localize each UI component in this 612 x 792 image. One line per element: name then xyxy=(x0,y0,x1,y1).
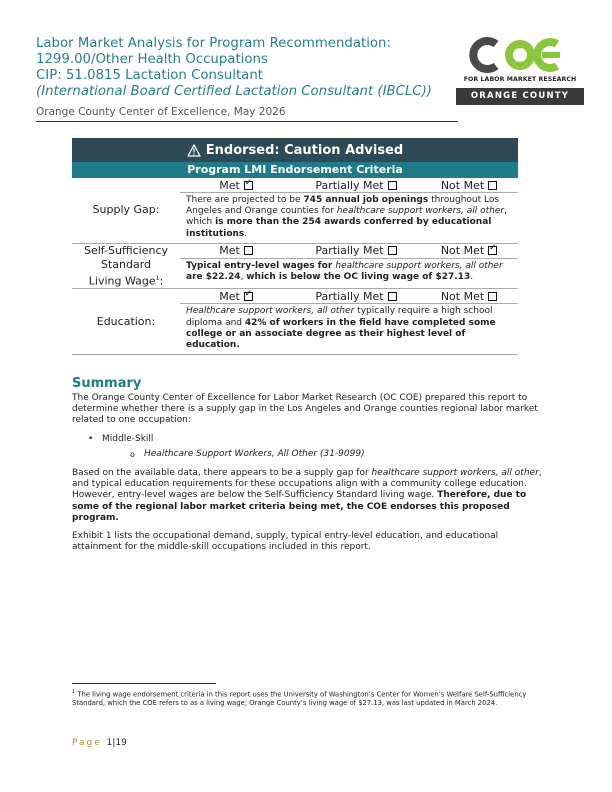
footnote-text: The living wage endorsement criteria in this report uses the University of Washington’s Center for Women’s Welfare Self-Sufficiency Standard, which the COE refers to as a living wage; Orange County’s living wage of $27.13, was last updated in March 2024. xyxy=(72,690,527,707)
endorsement-status: Endorsed: Caution Advised xyxy=(205,142,404,158)
footnote-marker: 1 xyxy=(72,689,76,695)
document-title xyxy=(36,36,466,100)
list-item: • Middle-Skill xyxy=(88,434,542,445)
criteria-description: Typical entry-level wages for healthcare support workers, all other are $22.24, which is below the OC living wage of $27.13. xyxy=(186,260,503,283)
document-subtitle: Orange County Center of Excellence, May 2026 xyxy=(36,106,286,118)
title-line-2: 1299.00/Other Health Occupations xyxy=(36,52,268,67)
met-checkbox xyxy=(244,292,253,301)
option-not-met-label: Not Met xyxy=(440,244,485,258)
endorsement-criteria-table xyxy=(72,138,518,355)
criteria-description: There are projected to be 745 annual job openings throughout Los Angeles and Orange counties for healthcare support workers, all other, which is more than the 254 awards conferred by educational institutions. xyxy=(186,195,507,239)
not-met-checkbox xyxy=(488,292,497,301)
footnote-divider xyxy=(72,683,216,684)
met-checkbox xyxy=(244,181,253,190)
logo-label: FOR LABOR MARKET RESEARCH xyxy=(463,76,577,83)
criteria-description: Healthcare support workers, all other typically require a high school diploma and 42% of workers in the field have completed some college or an associate degree as their highest level of education. xyxy=(186,306,496,351)
option-partially-met-label: Partially Met xyxy=(315,289,384,303)
page-total: 19 xyxy=(115,738,127,748)
option-partially-met-label: Partially Met xyxy=(315,178,384,192)
criteria-options xyxy=(180,178,518,193)
criteria-options xyxy=(180,289,518,304)
page-current: 1 xyxy=(106,738,113,748)
coe-logo xyxy=(456,36,584,106)
summary-section xyxy=(72,376,542,560)
page-label: Page xyxy=(72,738,102,748)
header-divider xyxy=(36,121,458,122)
option-not-met-label: Not Met xyxy=(440,289,485,303)
not-met-checkbox xyxy=(488,246,497,255)
logo-county-bar: ORANGE COUNTY xyxy=(456,88,584,105)
title-line-1: Labor Market Analysis for Program Recommendation: xyxy=(36,36,391,51)
footnote xyxy=(72,688,542,707)
not-met-checkbox xyxy=(488,181,497,190)
criteria-label: Self-Sufficiency Standard Living Wage$^1$: xyxy=(83,243,169,288)
criteria-row-supply-gap xyxy=(72,178,518,244)
option-not-met-label: Not Met xyxy=(440,178,485,192)
footnote-ref: 1 xyxy=(155,274,160,282)
met-checkbox xyxy=(244,246,253,255)
title-line-3: CIP: 51.0815 Lactation Consultant xyxy=(36,68,263,83)
endorsement-banner xyxy=(72,138,518,162)
title-line-4: (International Board Certified Lactation Consultant (IBCLC)) xyxy=(36,84,432,99)
partially-met-checkbox xyxy=(388,292,397,301)
criteria-row-living-wage xyxy=(72,244,518,290)
summary-exhibit-paragraph: Exhibit 1 lists the occupational demand, supply, typical entry-level education, and educational attainment for the middle-skill occupations included in this report. xyxy=(72,531,499,553)
coe-logo-mark xyxy=(456,36,584,74)
summary-heading: Summary xyxy=(72,376,142,391)
criteria-row-education xyxy=(72,289,518,355)
criteria-subheader: Program LMI Endorsement Criteria xyxy=(72,162,518,178)
option-met-label: Met xyxy=(219,178,240,192)
page-number: Page 1|19 xyxy=(72,738,127,748)
option-partially-met-label: Partially Met xyxy=(315,244,384,258)
option-met-label: Met xyxy=(219,244,240,258)
criteria-options xyxy=(180,244,518,259)
criteria-label: Education: xyxy=(96,314,156,328)
summary-intro: The Orange County Center of Excellence for Labor Market Research (OC COE) prepared this report to determine whether there is a supply gap in the Los Angeles and Orange counties regional labor market related to one occupation: xyxy=(72,393,538,426)
warning-icon xyxy=(187,144,201,157)
occupation-list-item: o Healthcare Support Workers, All Other (31-9099) xyxy=(130,449,542,460)
criteria-label: Supply Gap: xyxy=(92,203,160,217)
option-met-label: Met xyxy=(219,289,240,303)
summary-paragraph: Based on the available data, there appears to be a supply gap for healthcare support workers, all other, and typical education requirements for these occupations align with a community college education. However, entry-level wages are below the Self-Sufficiency Standard living wage. Therefore, due to some of the regional labor market criteria being met, the COE endorses this proposed program. xyxy=(72,468,542,523)
partially-met-checkbox xyxy=(388,181,397,190)
partially-met-checkbox xyxy=(388,246,397,255)
